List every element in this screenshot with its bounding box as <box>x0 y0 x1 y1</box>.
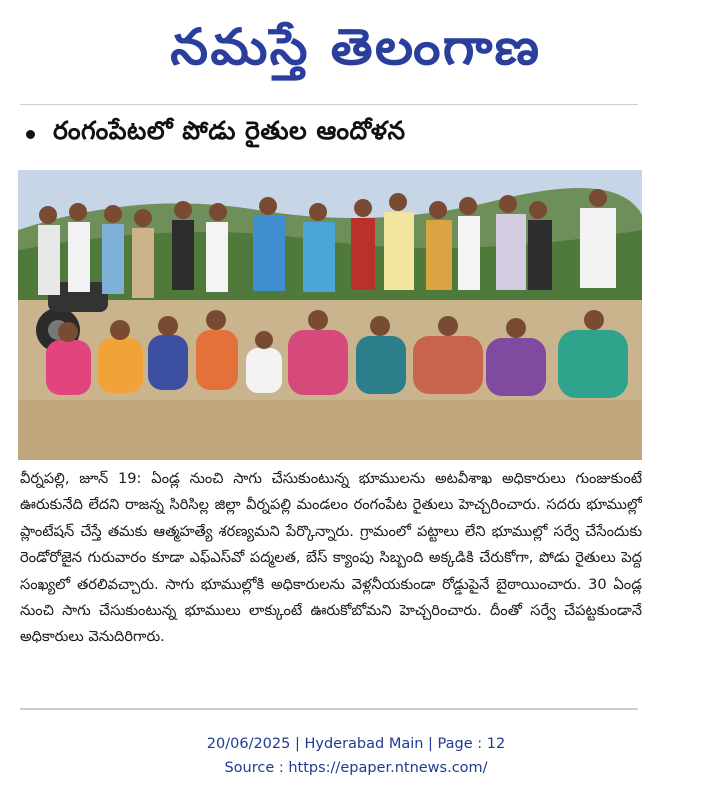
divider-bottom <box>20 708 638 710</box>
bullet-icon <box>26 130 35 139</box>
headline-row <box>20 112 640 156</box>
group-photo-illustration <box>18 170 642 460</box>
news-photo <box>18 170 642 460</box>
article-body: వీర్నపల్లి, జూన్ 19: ఏండ్ల నుంచి సాగు చేసుకుంటున్న భూములను అటవీశాఖ అధికారులు గుంజుకుంటే ఊరుకునేది లేదని రాజన్న సిరిసిల్ల జిల్లా వీర్నపల్లి మండలం రంగంపేట రైతులు హెచ్చరించారు. సదరు భూముల్లో ప్లాంటేషన్ చేస్తే తమకు ఆత్మహత్యే శరణ్యమని పేర్కొన్నారు. గ్రామంలో పట్టాలు లేని భూముల్లో సర్వే చేసేందుకు రెండోరోజైన గురువారం కూడా ఎఫ్ఎస్‌వో పద్మలత, బేస్ క్యాంపు సిబ్బంది అక్కడికి చేరుకోగా, పోడు రైతులు పెద్ద సంఖ్యలో తరలివచ్చారు. సాగు భూముల్లోకి అధికారులను వెళ్లనీయకుండా రోడ్డుపైనే బైఠాయించారు. 30 ఏండ్ల నుంచి సాగు చేసుకుంటున్న భూములు లాక్కుంటే ఊరుకోబోమని హెచ్చరించారు. దీంతో సర్వే చేపట్టకుండానే అధికారులు వెనుదిరిగారు. <box>20 470 642 646</box>
source-link[interactable]: Source : https://epaper.ntnews.com/ <box>224 760 488 776</box>
edition-info: 20/06/2025 | Hyderabad Main | Page : 12 <box>206 736 506 752</box>
masthead <box>0 0 712 100</box>
headline: రంగంపేటలో పోడు రైతుల ఆందోళన <box>53 116 406 145</box>
footer <box>0 732 712 780</box>
newspaper-logo: నమస్తే తెలంగాణ <box>170 18 542 76</box>
divider-top <box>20 104 638 105</box>
